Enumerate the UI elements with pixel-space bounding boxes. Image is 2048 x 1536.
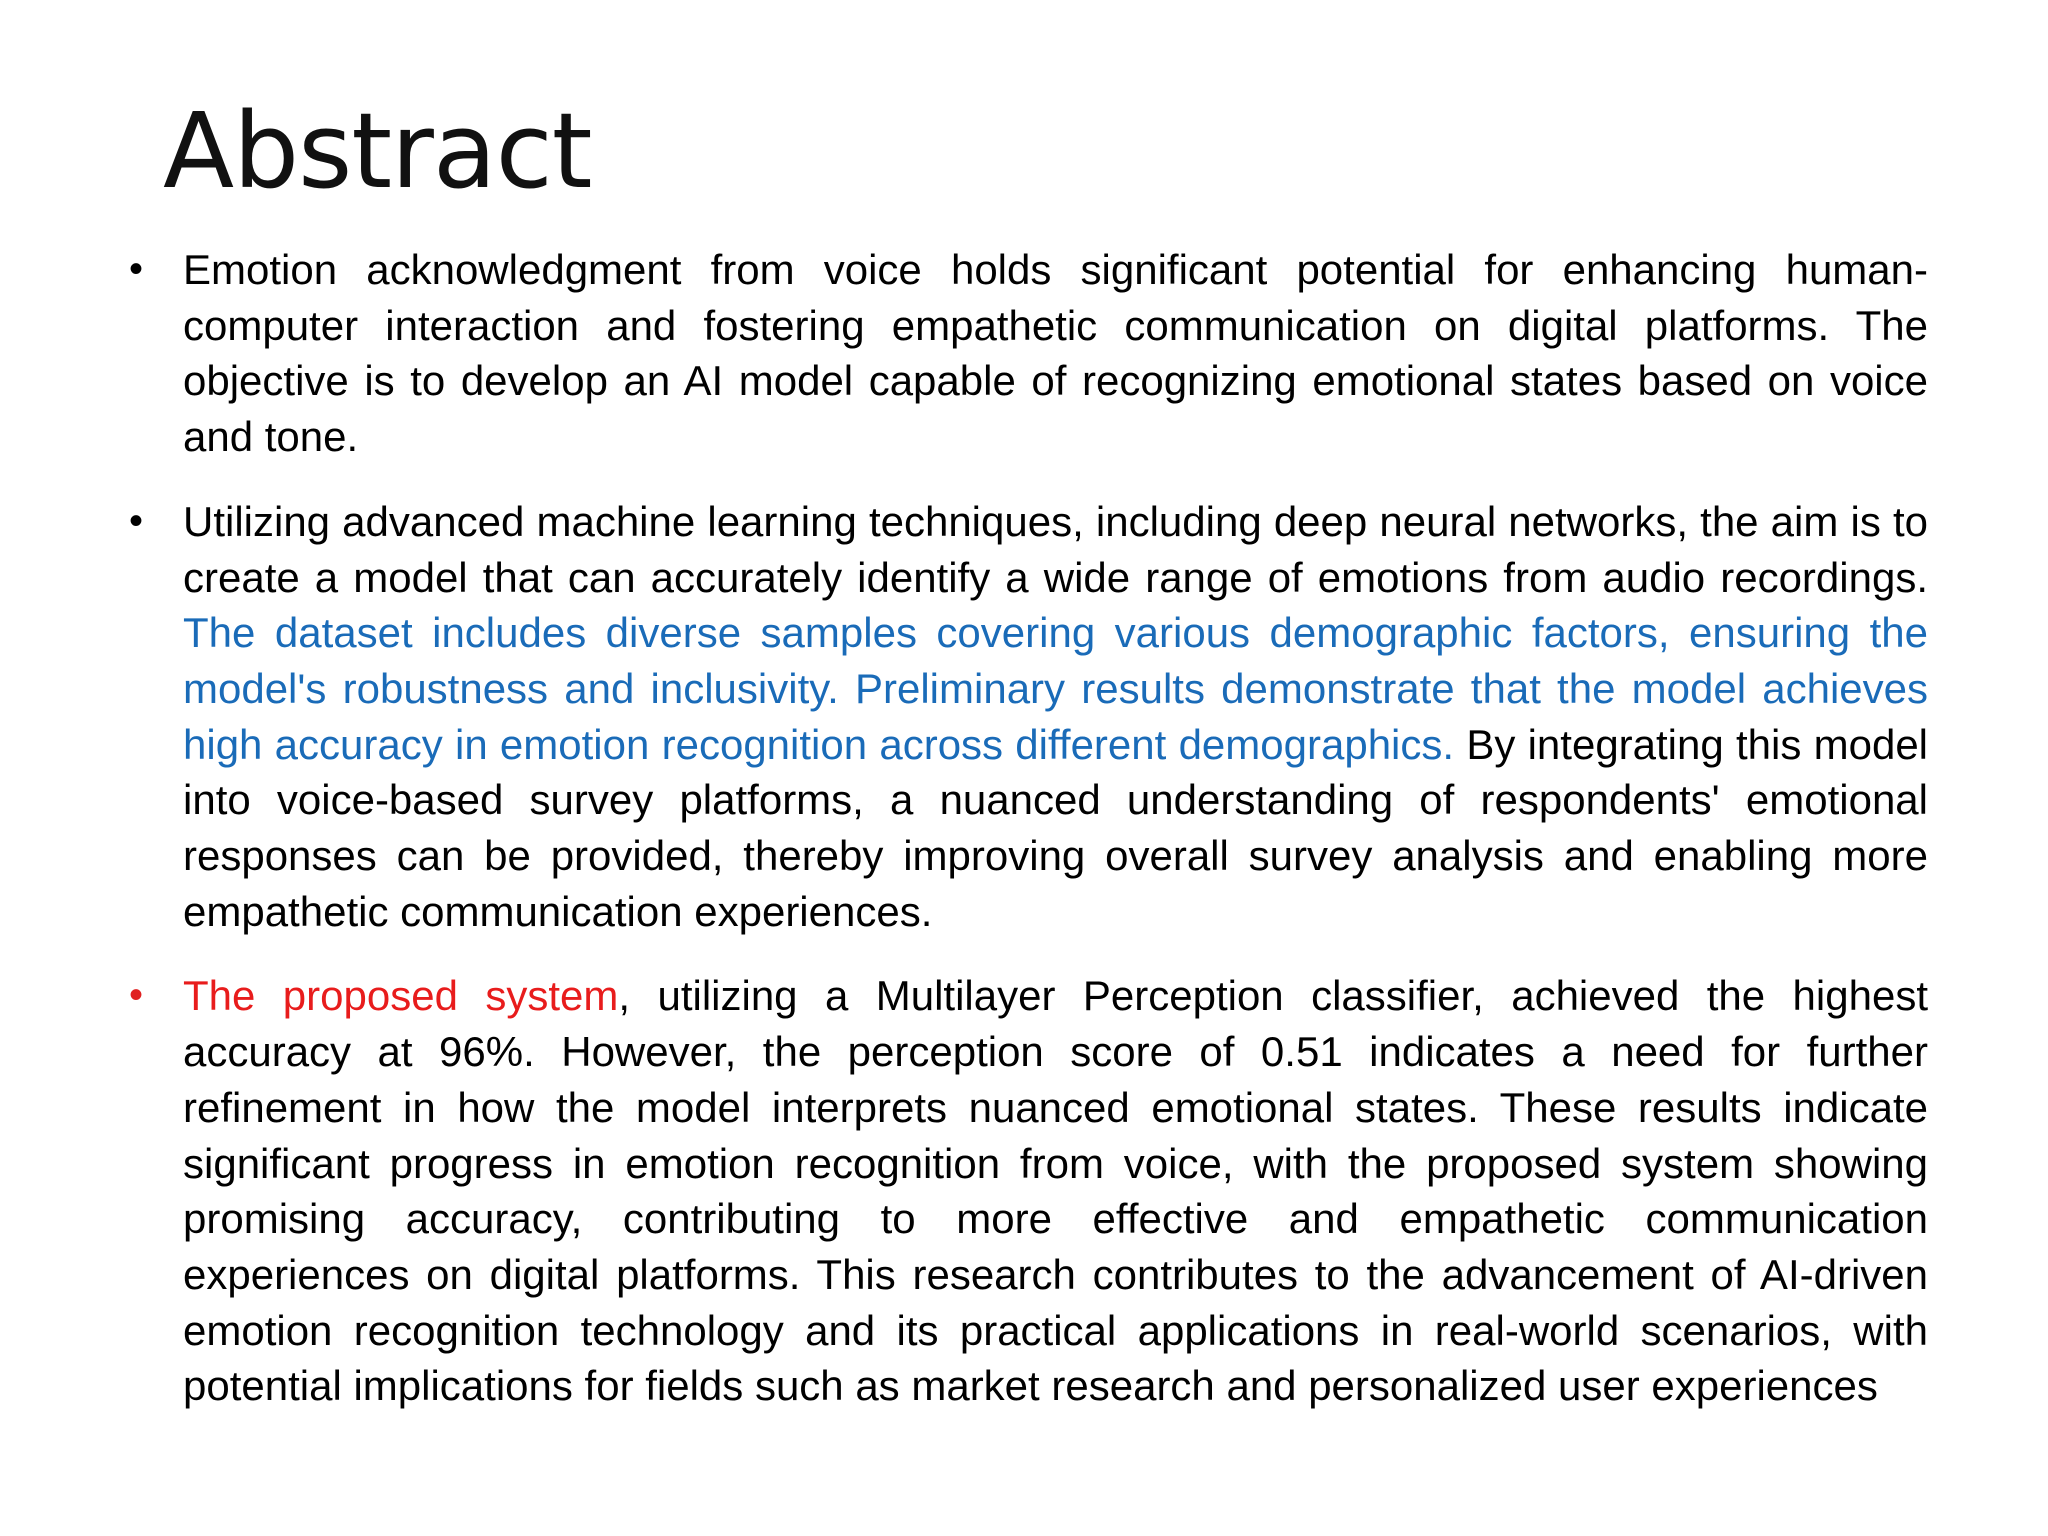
slide-title: Abstract bbox=[163, 90, 592, 212]
bullet-text-before: Utilizing advanced machine learning techniques, including deep neural networks, the aim is to create a model that can accurately identify a wide range of emotions from audio recordings. bbox=[183, 497, 1928, 601]
bullet-text-highlight-red: The proposed system bbox=[183, 972, 619, 1020]
bullet-text-after: , utilizing a Multilayer Perception classifier, achieved the highest accuracy at 96%. However, the perception score of 0.51 indicates a need for further refinement in how the model interprets nuanced emotional states. These results indicate significant progress in emotion recognition from voice, with the proposed system showing promising accuracy, contributing to more effective and empathetic communication experiences on digital platforms. This research contributes to the advancement of AI-driven emotion recognition technology and its practical applications in real-world scenarios, with potential implications for fields such as market research and personalized user experiences bbox=[183, 972, 1928, 1410]
bullet-text-after: By integrating this model into voice-based survey platforms, a nuanced understanding of respondents' emotional responses can be provided, thereby improving overall survey analysis and enabling more empathetic communication experiences. bbox=[183, 720, 1929, 935]
bullet-item-3 bbox=[129, 968, 1928, 1414]
bullet-text-highlight-blue: The dataset includes diverse samples covering various demographic factors, ensuring the model's robustness and inclusivity. Preliminary results demonstrate that the model achieves high accuracy in emotion recognition across different demographics. bbox=[183, 609, 1928, 768]
bullet-item-1 bbox=[129, 242, 1928, 465]
bullet-glyph: • bbox=[129, 498, 144, 543]
bullet-glyph: • bbox=[129, 247, 144, 291]
bullet-text: Emotion acknowledgment from voice holds significant potential for enhancing human-computer interaction and fostering empathetic communication on digital platforms. The objective is to develop an AI model capable of recognizing emotional states based on voice and tone. bbox=[183, 246, 1928, 461]
bullet-glyph: • bbox=[129, 973, 144, 1018]
bullet-item-2 bbox=[129, 494, 1929, 940]
bullet-list bbox=[0, 242, 2048, 1443]
